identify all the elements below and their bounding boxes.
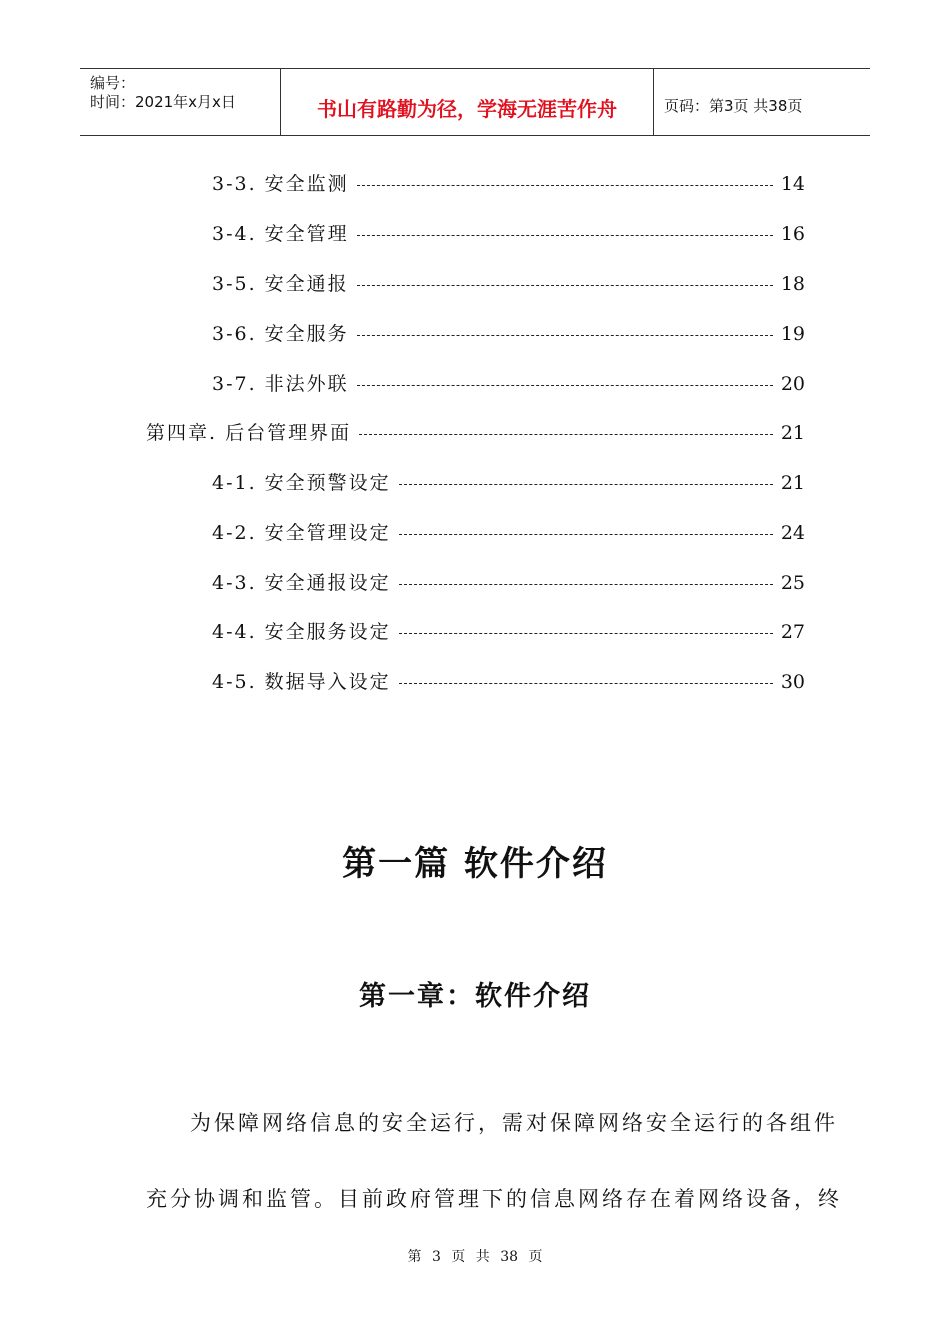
toc-entry[interactable] [212,620,805,644]
toc-entry-page: 18 [780,273,805,295]
toc-entry-label: 4-2. 安全管理设定 [212,522,391,544]
page-header [80,68,870,136]
toc-entry[interactable] [212,471,805,495]
toc-entry-label: 第四章. 后台管理界面 [146,422,352,444]
toc-entry-page: 14 [780,173,805,195]
toc-entry-page: 30 [780,671,805,693]
toc-leader [399,484,773,486]
header-meta [80,69,281,135]
toc-leader [357,235,773,237]
toc-entry[interactable] [212,222,805,246]
toc-entry[interactable] [212,322,805,346]
toc-entry[interactable] [212,172,805,196]
part-title: 第一篇 软件介绍 [342,844,608,884]
header-motto-cell [281,69,654,135]
document-date: 时间：2021年x月x日 [90,93,236,111]
toc-entry-label: 3-3. 安全监测 [212,173,349,195]
chapter-title: 第一章：软件介绍 [359,981,591,1012]
header-page-info: 页码：第3页 共38页 [664,97,803,115]
toc-entry[interactable] [212,521,805,545]
toc-entry-page: 19 [780,323,805,345]
toc-leader [399,683,773,685]
toc-entry-label: 4-5. 数据导入设定 [212,671,391,693]
toc-leader [399,633,773,635]
toc-entry-label: 4-4. 安全服务设定 [212,621,391,643]
toc-leader [399,584,773,586]
toc-entry-chapter[interactable] [146,421,805,445]
toc-entry[interactable] [212,272,805,296]
toc-leader [357,385,773,387]
toc-entry-page: 20 [780,373,805,395]
toc-leader [399,534,773,536]
toc-leader [357,185,773,187]
toc-entry-label: 3-5. 安全通报 [212,273,349,295]
toc-entry-page: 24 [780,522,805,544]
page-footer: 第 3 页 共 38 页 [407,1249,543,1265]
toc-entry-page: 16 [780,223,805,245]
toc-entry-label: 3-4. 安全管理 [212,223,349,245]
header-motto: 书山有路勤为径，学海无涯苦作舟 [317,97,617,121]
toc-entry-label: 4-3. 安全通报设定 [212,572,391,594]
toc-entry[interactable] [212,372,805,396]
toc-entry-page: 25 [780,572,805,594]
paragraph-line: 为保障网络信息的安全运行，需对保障网络安全运行的各组件 [190,1111,838,1135]
toc-leader [357,335,773,337]
toc-entry-label: 4-1. 安全预警设定 [212,472,391,494]
toc-entry[interactable] [212,670,805,694]
toc-entry-page: 27 [780,621,805,643]
toc-leader [357,285,773,287]
toc-entry-label: 3-6. 安全服务 [212,323,349,345]
header-page-cell [654,69,870,135]
toc-entry-page: 21 [780,422,805,444]
toc-entry-page: 21 [780,472,805,494]
paragraph-line: 充分协调和监管。目前政府管理下的信息网络存在着网络设备，终 [146,1187,842,1211]
toc-entry-label: 3-7. 非法外联 [212,373,349,395]
toc-leader [359,434,773,436]
document-number-label: 编号： [90,74,136,92]
toc-entry[interactable] [212,571,805,595]
